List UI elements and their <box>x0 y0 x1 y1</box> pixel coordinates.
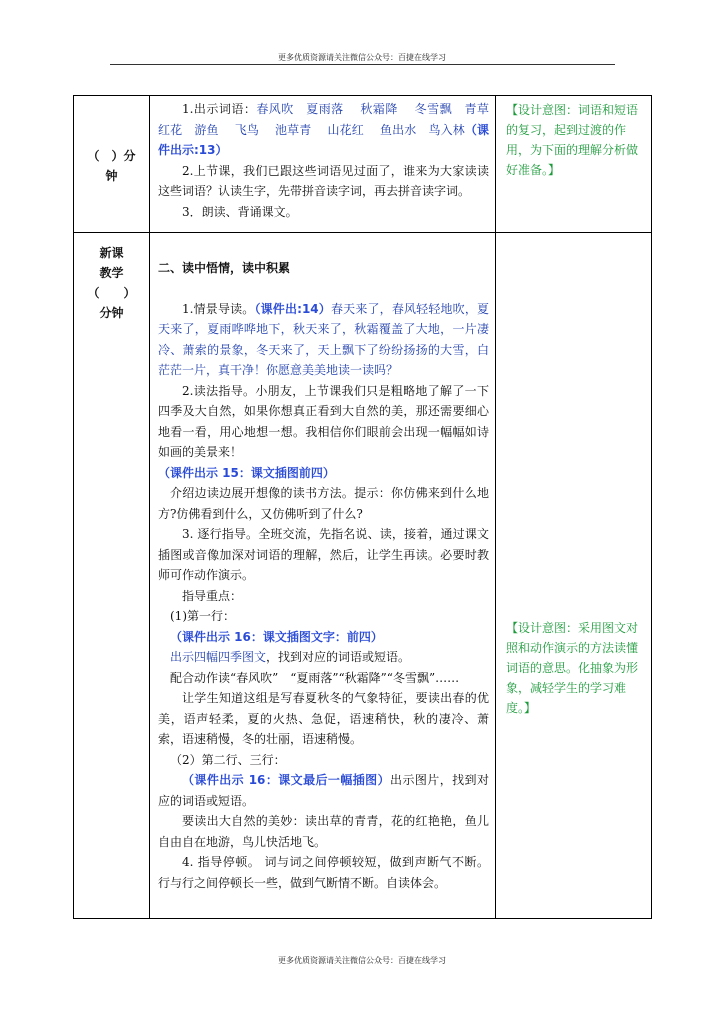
p5-key-points: 指导重点： <box>182 588 243 603</box>
section-title: 二、读中悟情，读中积累 <box>158 261 291 275</box>
content-cell-new-lesson <box>150 233 496 919</box>
header-rule <box>110 64 615 65</box>
courseware-tag-16a: （课件出示 16：课文插图文字：前四） <box>170 629 383 644</box>
courseware-tag-14: （课件出:14） <box>254 301 331 316</box>
time-cell-review <box>74 96 150 233</box>
design-intent-review: 【设计意图：词语和短语的复习，起到过渡的作用，为下面的理解分析做好准备。】 <box>506 103 639 177</box>
table-row-review <box>74 96 652 233</box>
step3-text: 3．朗读、背诵课文。 <box>182 204 298 219</box>
lesson-table <box>73 95 652 919</box>
design-intent-new-lesson: 【设计意图：采用图文对照和动作演示的方法读懂词语的意思。化抽象为形象，减轻学生的学习难度。】 <box>506 621 639 715</box>
courseware-tag-13: （课件出示:13） <box>158 122 489 157</box>
courseware-tag-15: （课件出示 15：课文插图前四） <box>158 465 335 480</box>
p1-scene-text: 春天来了，春风轻轻地吹，夏天来了，夏雨哗哗地下，秋天来了，秋霜覆盖了大地，一片凄冷、萧索的景象，冬天来了，天上飘下了纷纷扬扬的大雪，白茫茫一片，真干净！你愿意美美地读一读吗？ <box>158 301 490 377</box>
page-header: 更多优质资源请关注微信公众号：百捷在线学习 <box>278 53 446 62</box>
p7-rest: ，找到对应的词语或短语。 <box>266 650 411 664</box>
p6-line-one: (1)第一行： <box>170 609 235 623</box>
time-label-blank: （ ） <box>87 286 136 300</box>
p4-line-guide: 3. 逐行指导。全班交流，先指名说、读，接着，通过课文插图或音像加深对词语的理解，然后，让学生再读。必要时教师可作动作演示。 <box>158 527 489 582</box>
p10-lines-two-three: （2）第二行、三行： <box>170 752 286 767</box>
design-cell-new-lesson <box>496 233 652 919</box>
time-label-unit: 钟 <box>105 169 118 183</box>
time-label-new: 新课 <box>99 246 124 260</box>
p9-features: 让学生知道这组是写春夏秋冬的气象特征，要读出春的优美，语声轻柔，夏的火热、急促，语速稍快，秋的凄冷、萧索，语速稍慢，冬的壮丽，语速稍慢。 <box>158 691 489 746</box>
p12-nature-beauty: 要读出大自然的美妙：读出草的青青，花的红艳艳，鱼儿自由自在地游，鸟儿快活地飞。 <box>158 814 489 849</box>
p8-action-reading: 配合动作读“春风吹” “夏雨落”“秋霜降”“冬雪飘”…… <box>170 670 460 685</box>
time-label-teach: 教学 <box>99 266 124 280</box>
courseware-tag-16b: （课件出示 16：课文最后一幅插图） <box>182 773 391 787</box>
content-cell-review <box>150 96 502 233</box>
p2-reading-guide: 2.读法指导。小朋友，上节课我们只是粗略地了解了一下四季及大自然，如果你想真正看到大自然的美，那还需要细心地看一看，用心地想一想。我相信你们眼前会出现一幅幅如诗如画的美景来！ <box>158 383 489 459</box>
time-label: （ ）分 <box>87 149 136 163</box>
p7-show-images: 出示四幅四季图文 <box>170 650 267 664</box>
design-cell-review <box>496 96 652 233</box>
p13-pause-guide: 4. 指导停顿。 词与词之间停顿较短，做到声断气不断。行与行之间停顿长一些，做到气断情不断。自读体会。 <box>158 855 489 890</box>
table-row-new-lesson <box>74 233 652 919</box>
time-cell-new-lesson <box>74 233 150 919</box>
step2-text: 2.上节课，我们已跟这些词语见过面了，谁来为大家读读这些词语？认读生字，先带拼音读字词，再去拼音读字词。 <box>158 163 489 198</box>
time-label-minutes: 分钟 <box>99 306 124 320</box>
p3-method: 介绍边读边展开想像的读书方法。提示：你仿佛来到什么地方?仿佛看到什么，又仿佛听到了什么? <box>158 486 489 521</box>
p11-rest: 出示图片，找到对应的词语或短语。 <box>158 773 489 808</box>
step1-words: 春风吹 夏雨落 秋霜降 冬雪飘 青草 红花 游鱼 飞鸟 池草青 山花红 鱼出水 鸟入林 <box>158 102 502 137</box>
page-footer: 更多优质资源请关注微信公众号：百捷在线学习 <box>278 956 446 965</box>
p1-prefix: 1.情景导读。 <box>182 301 255 316</box>
step1-prefix: 1.出示词语： <box>182 102 257 116</box>
